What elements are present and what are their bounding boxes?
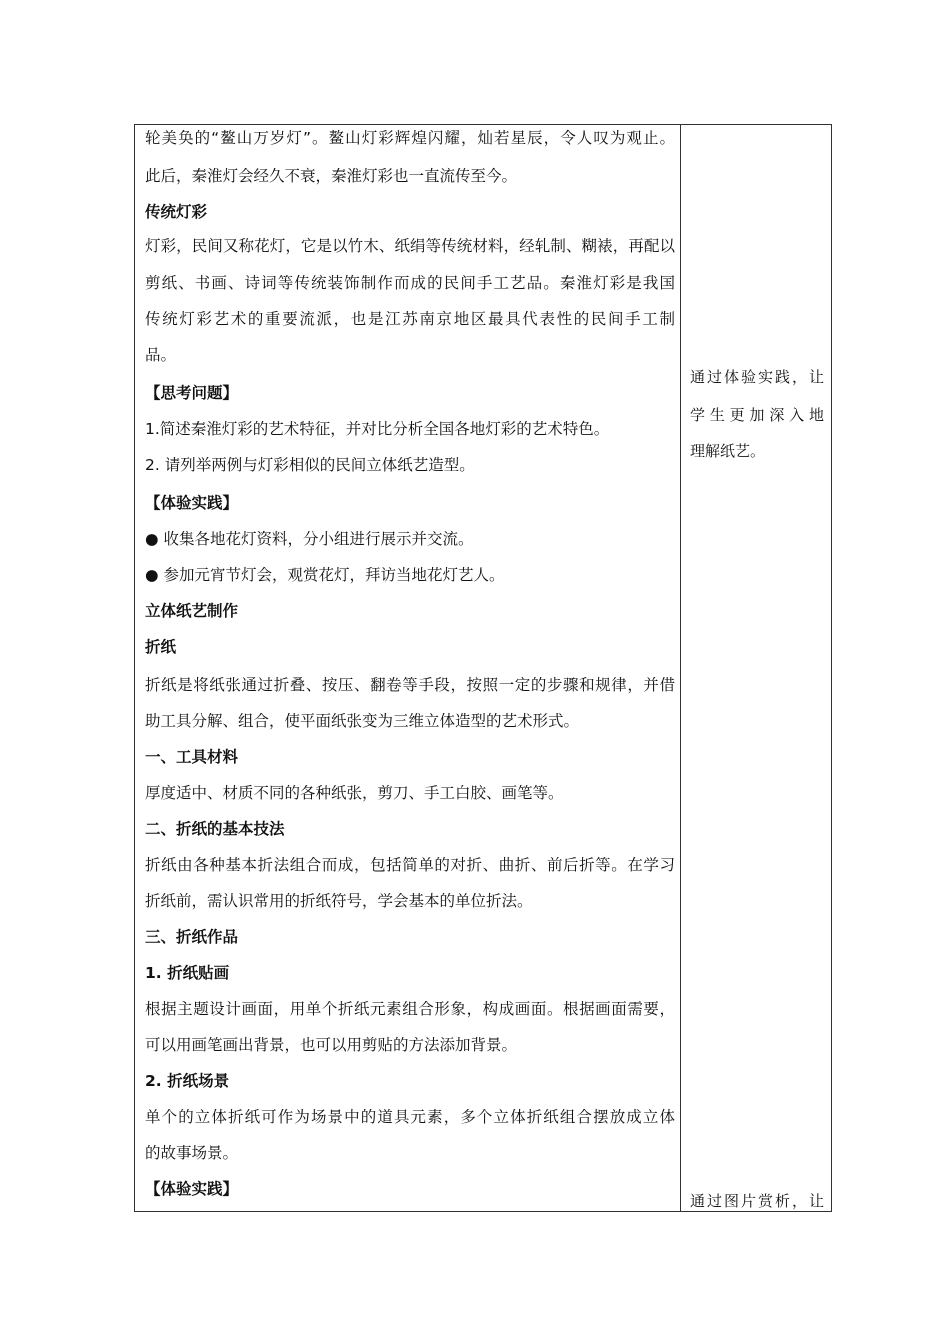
paragraph-line: ● 收集各地花灯资料，分小组进行展示并交流。 [145,530,474,548]
side-note-line: 通过图片赏析，让 [690,1192,824,1210]
side-note-line: 理解纸艺。 [690,442,766,460]
paragraph-line: 折纸是将纸张通过折叠、按压、翻卷等手段，按照一定的步骤和规律，并借 [145,676,675,694]
section-heading: 一、工具材料 [145,748,239,766]
section-heading: 【思考问题】 [145,384,239,402]
paragraph-line: 折纸前，需认识常用的折纸符号，学会基本的单位折法。 [145,892,533,910]
section-heading: 二、折纸的基本技法 [145,820,285,838]
paragraph-line: 1.简述秦淮灯彩的艺术特征，并对比分析全国各地灯彩的艺术特色。 [145,420,610,438]
side-note-line: 学生更加深入地 [690,406,824,424]
paragraph-line: 轮美奂的“鳌山万岁灯”。鳌山灯彩辉煌闪耀，灿若星辰，令人叹为观止。 [145,129,675,147]
paragraph-line: 2. 请列举两例与灯彩相似的民间立体纸艺造型。 [145,456,475,474]
paragraph-line: 剪纸、书画、诗词等传统装饰制作而成的民间手工艺品。秦淮灯彩是我国 [145,274,675,292]
section-heading: 传统灯彩 [145,203,208,221]
paragraph-line: 此后，秦淮灯会经久不衰，秦淮灯彩也一直流传至今。 [145,167,518,185]
section-heading: 2. 折纸场景 [145,1072,230,1090]
paragraph-line: ● 参加元宵节灯会，观赏花灯，拜访当地花灯艺人。 [145,566,505,584]
section-heading: 立体纸艺制作 [145,602,239,620]
section-heading: 【体验实践】 [145,1180,239,1198]
paragraph-line: 厚度适中、材质不同的各种纸张，剪刀、手工白胶、画笔等。 [145,784,564,802]
column-divider [680,125,681,1211]
paragraph-line: 单个的立体折纸可作为场景中的道具元素，多个立体折纸组合摆放成立体 [145,1108,675,1126]
lesson-table [134,124,832,1212]
section-heading: 1. 折纸贴画 [145,964,230,982]
paragraph-line: 助工具分解、组合，使平面纸张变为三维立体造型的艺术形式。 [145,712,580,730]
paragraph-line: 可以用画笔画出背景，也可以用剪贴的方法添加背景。 [145,1036,518,1054]
paragraph-line: 折纸由各种基本折法组合而成，包括简单的对折、曲折、前后折等。在学习 [145,856,675,874]
side-note-line: 通过体验实践，让 [690,368,824,386]
paragraph-line: 的故事场景。 [145,1144,239,1162]
section-heading: 【体验实践】 [145,494,239,512]
section-heading: 折纸 [145,638,177,656]
paragraph-line: 根据主题设计画面，用单个折纸元素组合形象，构成画面。根据画面需要， [145,1000,675,1018]
paragraph-line: 灯彩，民间又称花灯，它是以竹木、纸绢等传统材料，经轧制、糊裱，再配以 [145,237,675,255]
paragraph-line: 传统灯彩艺术的重要流派，也是江苏南京地区最具代表性的民间手工制 [145,310,675,328]
section-heading: 三、折纸作品 [145,928,239,946]
paragraph-line: 品。 [145,346,177,364]
